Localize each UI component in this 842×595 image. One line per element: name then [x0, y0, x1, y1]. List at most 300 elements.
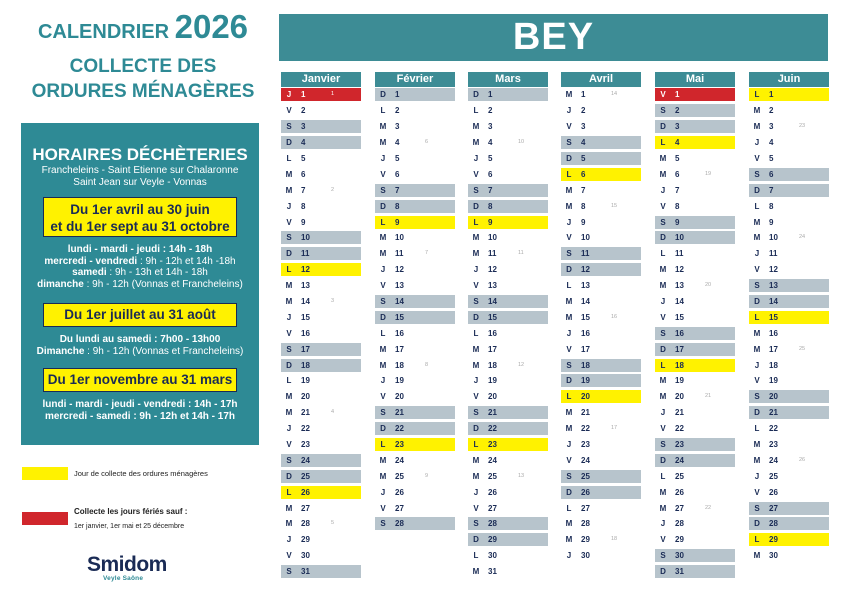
day-row: [749, 135, 829, 151]
weekday-letter: J: [473, 487, 479, 497]
week-number: 2: [331, 186, 335, 193]
week-number: 13: [518, 472, 525, 479]
day-number: 25: [297, 470, 319, 483]
week-number: [693, 247, 735, 260]
week-number: [599, 104, 641, 117]
day-row: [655, 341, 735, 357]
weekday-letter: J: [473, 265, 479, 275]
day-number: 18: [769, 360, 778, 370]
week-number: [413, 88, 455, 101]
day-row: [375, 103, 455, 119]
day-row: [655, 373, 735, 389]
day-row: [281, 468, 361, 484]
weekday-letter: M: [472, 122, 480, 132]
day-row: [749, 182, 829, 198]
weekday-letter: J: [754, 471, 760, 481]
week-number: 5: [331, 520, 335, 527]
day-row: [281, 294, 361, 310]
week-number: [413, 120, 455, 133]
week-number: [506, 168, 548, 181]
day-row: [281, 405, 361, 421]
week-number: [693, 517, 735, 530]
day-row: [655, 452, 735, 468]
day-row: [468, 278, 548, 294]
weekday-letter: J: [286, 312, 292, 322]
weekday-letter: J: [281, 88, 297, 101]
week-number: [319, 168, 361, 181]
week-number: [693, 549, 735, 562]
period-1-line-1: lundi - mardi - jeudi : 14h - 18h: [67, 244, 213, 255]
day-row: [749, 405, 829, 421]
weekday-letter: D: [375, 88, 391, 101]
day-number: 17: [488, 344, 497, 354]
week-number: [413, 184, 455, 197]
weekday-letter: J: [660, 296, 666, 306]
period-3-banner: [43, 368, 237, 392]
day-row: [468, 500, 548, 516]
day-row: [375, 309, 455, 325]
day-number: 20: [577, 390, 599, 403]
day-number: 29: [301, 535, 310, 545]
weekday-letter: J: [380, 376, 386, 386]
week-number: 24: [799, 234, 806, 241]
week-number: [787, 104, 829, 117]
week-number: [787, 311, 829, 324]
week-number: [693, 216, 735, 229]
period-1-line-4-days: dimanche: [37, 278, 84, 290]
day-number: 9: [671, 216, 693, 229]
day-number: 3: [488, 122, 493, 132]
day-row: [561, 198, 641, 214]
day-row: [561, 532, 641, 548]
day-row: [561, 87, 641, 103]
week-number: [693, 311, 735, 324]
day-row: [468, 341, 548, 357]
month-column-mai: [655, 72, 735, 580]
day-number: 3: [297, 120, 319, 133]
weekday-letter: M: [285, 392, 293, 402]
week-number: [787, 327, 829, 340]
weekday-letter: S: [375, 184, 391, 197]
week-number: [319, 136, 361, 149]
day-number: 9: [769, 217, 774, 227]
day-number: 1: [391, 88, 413, 101]
day-number: 14: [484, 295, 506, 308]
day-row: [375, 214, 455, 230]
day-row: [468, 325, 548, 341]
week-number: [787, 279, 829, 292]
weekday-letter: V: [380, 392, 386, 402]
period-1-title-line-2: et du 1er sept au 31 octobre: [50, 219, 230, 234]
day-row: [281, 166, 361, 182]
day-number: 15: [484, 311, 506, 324]
day-row: [281, 421, 361, 437]
day-number: 18: [297, 359, 319, 372]
day-number: 6: [395, 169, 400, 179]
day-number: 21: [301, 408, 310, 418]
weekday-letter: L: [749, 88, 765, 101]
weekday-letter: M: [659, 392, 667, 402]
day-number: 5: [488, 153, 493, 163]
weekday-letter: J: [380, 487, 386, 497]
day-row: [749, 325, 829, 341]
week-number: [787, 549, 829, 562]
day-row: [468, 246, 548, 262]
week-number: [319, 502, 361, 515]
day-row: [561, 516, 641, 532]
weekday-letter: M: [285, 169, 293, 179]
day-row: [749, 278, 829, 294]
day-row: [749, 214, 829, 230]
day-row: [468, 119, 548, 135]
day-row: [468, 198, 548, 214]
day-row: [468, 468, 548, 484]
day-number: 29: [765, 533, 787, 546]
weekday-letter: J: [754, 249, 760, 259]
day-number: 27: [765, 502, 787, 515]
day-number: 24: [581, 455, 590, 465]
weekday-letter: J: [660, 408, 666, 418]
day-row: [468, 182, 548, 198]
day-number: 19: [769, 376, 778, 386]
weekday-letter: S: [749, 168, 765, 181]
day-row: [281, 103, 361, 119]
day-number: 20: [301, 392, 310, 402]
day-row: [281, 341, 361, 357]
day-number: 11: [297, 247, 319, 260]
week-number: [693, 422, 735, 435]
day-row: [561, 452, 641, 468]
day-row: [468, 564, 548, 580]
day-number: 12: [675, 265, 684, 275]
week-number: [319, 422, 361, 435]
week-number: 10: [518, 139, 525, 146]
weekday-letter: J: [566, 551, 572, 561]
weekday-letter: V: [660, 312, 666, 322]
week-number: [787, 390, 829, 403]
day-row: [281, 548, 361, 564]
day-row: [468, 452, 548, 468]
week-number: [506, 184, 548, 197]
weekday-letter: D: [749, 184, 765, 197]
collect-legend-label: Jour de collecte des ordures ménagères: [74, 469, 208, 478]
day-row: [375, 151, 455, 167]
weekday-letter: S: [375, 295, 391, 308]
weekday-letter: L: [566, 281, 572, 291]
day-row: [561, 151, 641, 167]
day-number: 27: [301, 503, 310, 513]
month-header: Février: [375, 72, 455, 87]
day-number: 5: [675, 153, 680, 163]
week-number: [693, 486, 735, 499]
day-number: 23: [769, 439, 778, 449]
day-row: [655, 262, 735, 278]
day-row: [281, 230, 361, 246]
day-number: 30: [671, 549, 693, 562]
week-number: [506, 263, 548, 276]
weekday-letter: M: [659, 376, 667, 386]
day-row: [281, 484, 361, 500]
day-row: [468, 437, 548, 453]
weekday-letter: M: [753, 233, 761, 243]
day-number: 10: [769, 233, 778, 243]
day-number: 10: [488, 233, 497, 243]
week-number: [787, 136, 829, 149]
day-number: 25: [395, 471, 404, 481]
day-row: [655, 532, 735, 548]
day-number: 1: [671, 88, 693, 101]
day-row: [561, 341, 641, 357]
week-number: [787, 486, 829, 499]
weekday-letter: M: [472, 344, 480, 354]
day-row: [655, 357, 735, 373]
day-number: 11: [395, 249, 404, 259]
week-number: [506, 533, 548, 546]
weekday-letter: L: [561, 168, 577, 181]
day-row: [375, 468, 455, 484]
weekday-letter: V: [380, 503, 386, 513]
day-number: 22: [581, 424, 590, 434]
weekday-letter: L: [473, 328, 479, 338]
weekday-letter: J: [566, 106, 572, 116]
weekday-letter: L: [566, 503, 572, 513]
week-number: [413, 343, 455, 356]
week-number: 19: [705, 170, 712, 177]
day-number: 21: [765, 406, 787, 419]
day-number: 9: [484, 216, 506, 229]
weekday-letter: S: [655, 327, 671, 340]
week-number: [599, 359, 641, 372]
week-number: [413, 454, 455, 467]
day-row: [281, 452, 361, 468]
day-number: 26: [395, 487, 404, 497]
day-number: 14: [765, 295, 787, 308]
day-row: [561, 294, 641, 310]
day-number: 26: [577, 486, 599, 499]
week-number: [693, 120, 735, 133]
week-number: [506, 343, 548, 356]
week-number: 16: [611, 313, 618, 320]
week-number: [599, 216, 641, 229]
week-number: [693, 104, 735, 117]
day-number: 22: [301, 424, 310, 434]
day-number: 9: [301, 217, 306, 227]
day-row: [655, 500, 735, 516]
week-number: [599, 120, 641, 133]
week-number: [787, 438, 829, 451]
weekday-letter: M: [379, 344, 387, 354]
week-number: [413, 263, 455, 276]
period-1-line-4-hours: : 9h - 12h (Vonnas et Francheleins): [83, 278, 243, 290]
day-row: [655, 484, 735, 500]
day-number: 22: [769, 424, 778, 434]
week-number: [319, 263, 361, 276]
week-number: [693, 136, 735, 149]
week-number: [599, 438, 641, 451]
day-number: 8: [675, 201, 680, 211]
month-header: Mai: [655, 72, 735, 87]
day-number: 30: [769, 551, 778, 561]
weekday-letter: J: [380, 265, 386, 275]
period-2-line-2-days: Dimanche: [36, 345, 85, 357]
day-row: [655, 294, 735, 310]
day-number: 20: [395, 392, 404, 402]
week-number: [319, 470, 361, 483]
weekday-letter: M: [565, 312, 573, 322]
day-row: [749, 532, 829, 548]
month-header: Juin: [749, 72, 829, 87]
day-row: [375, 325, 455, 341]
day-number: 4: [395, 138, 400, 148]
day-row: [468, 103, 548, 119]
period-1-line-2-hours: : 9h - 12h et 14h -18h: [137, 255, 236, 267]
week-number: [599, 327, 641, 340]
day-number: 24: [671, 454, 693, 467]
day-row: [749, 103, 829, 119]
day-row: [375, 198, 455, 214]
weekday-letter: D: [655, 231, 671, 244]
weekday-letter: L: [380, 106, 386, 116]
weekday-letter: J: [473, 376, 479, 386]
day-number: 3: [581, 122, 586, 132]
day-row: [655, 325, 735, 341]
day-row: [375, 516, 455, 532]
weekday-letter: J: [286, 201, 292, 211]
week-number: 23: [799, 123, 806, 130]
day-number: 16: [671, 327, 693, 340]
week-number: [693, 184, 735, 197]
weekday-letter: L: [660, 471, 666, 481]
week-number: [319, 200, 361, 213]
day-row: [655, 468, 735, 484]
day-row: [468, 373, 548, 389]
weekday-letter: D: [468, 533, 484, 546]
week-number: [319, 565, 361, 578]
week-number: [787, 184, 829, 197]
holiday-legend-title: Collecte les jours fériés sauf :: [74, 507, 188, 516]
day-row: [749, 389, 829, 405]
month-header: Mars: [468, 72, 548, 87]
week-number: 4: [331, 409, 335, 416]
week-number: [413, 295, 455, 308]
day-row: [561, 309, 641, 325]
holiday-legend-note: 1er janvier, 1er mai et 25 décembre: [74, 523, 185, 530]
day-number: 16: [488, 328, 497, 338]
weekday-letter: V: [754, 153, 760, 163]
weekday-letter: L: [749, 533, 765, 546]
day-number: 10: [671, 231, 693, 244]
weekday-letter: M: [379, 249, 387, 259]
day-row: [281, 119, 361, 135]
day-number: 16: [301, 328, 310, 338]
day-row: [375, 182, 455, 198]
day-number: 7: [675, 185, 680, 195]
day-row: [375, 230, 455, 246]
week-number: [599, 390, 641, 403]
day-number: 27: [488, 503, 497, 513]
day-row: [749, 500, 829, 516]
day-row: [468, 421, 548, 437]
weekday-letter: L: [754, 424, 760, 434]
day-number: 7: [301, 185, 306, 195]
weekday-letter: D: [561, 152, 577, 165]
day-number: 13: [301, 281, 310, 291]
week-number: [319, 486, 361, 499]
day-row: [749, 437, 829, 453]
week-number: [506, 374, 548, 387]
weekday-letter: M: [285, 503, 293, 513]
week-number: [599, 295, 641, 308]
day-row: [281, 214, 361, 230]
day-number: 1: [581, 90, 586, 100]
day-row: [468, 230, 548, 246]
week-number: [693, 343, 735, 356]
week-number: [413, 216, 455, 229]
day-number: 18: [577, 359, 599, 372]
weekday-letter: M: [472, 233, 480, 243]
day-number: 12: [395, 265, 404, 275]
week-number: [787, 406, 829, 419]
day-number: 31: [488, 567, 497, 577]
day-number: 31: [297, 565, 319, 578]
week-number: [413, 168, 455, 181]
week-number: [506, 422, 548, 435]
day-number: 14: [581, 296, 590, 306]
week-number: [506, 279, 548, 292]
day-number: 2: [581, 106, 586, 116]
day-row: [281, 564, 361, 580]
week-number: [319, 247, 361, 260]
day-number: 30: [301, 551, 310, 561]
week-number: [413, 422, 455, 435]
weekday-letter: V: [380, 169, 386, 179]
day-row: [655, 437, 735, 453]
day-number: 16: [769, 328, 778, 338]
day-row: [468, 214, 548, 230]
day-row: [375, 389, 455, 405]
week-number: [787, 247, 829, 260]
weekday-letter: S: [468, 184, 484, 197]
week-number: [506, 88, 548, 101]
day-row: [468, 548, 548, 564]
week-number: [413, 517, 455, 530]
weekday-letter: D: [655, 343, 671, 356]
day-row: [561, 214, 641, 230]
day-number: 8: [391, 200, 413, 213]
weekday-letter: S: [561, 136, 577, 149]
week-number: [599, 152, 641, 165]
week-number: [599, 279, 641, 292]
weekday-letter: M: [379, 122, 387, 132]
week-number: [787, 216, 829, 229]
week-number: [693, 263, 735, 276]
day-number: 25: [769, 471, 778, 481]
weekday-letter: J: [660, 519, 666, 529]
week-number: 8: [425, 361, 429, 368]
week-number: [599, 406, 641, 419]
day-number: 19: [301, 376, 310, 386]
day-row: [468, 262, 548, 278]
day-number: 6: [577, 168, 599, 181]
smidom-logo: Smidom: [87, 553, 167, 576]
weekday-letter: M: [472, 249, 480, 259]
week-number: [319, 327, 361, 340]
weekday-letter: M: [565, 201, 573, 211]
day-number: 8: [301, 201, 306, 211]
day-number: 6: [488, 169, 493, 179]
week-number: [599, 231, 641, 244]
day-row: [749, 484, 829, 500]
